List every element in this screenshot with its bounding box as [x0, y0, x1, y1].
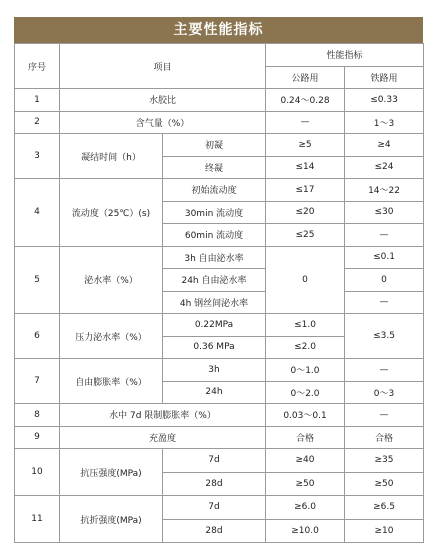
row-item: 抗压强度(MPa): [60, 449, 163, 496]
row-seq: 4: [15, 179, 60, 247]
row-seq: 5: [15, 246, 60, 314]
cell-highway: ≤17: [266, 179, 345, 202]
row-item: 自由膨胀率（%）: [60, 359, 163, 404]
table-row: [15, 496, 424, 520]
table-row: [15, 179, 424, 202]
row-subitem: 初凝: [163, 134, 266, 157]
performance-table-container: [14, 17, 423, 543]
row-subitem: 初始流动度: [163, 179, 266, 202]
cell-railway: ≥10: [345, 519, 424, 543]
table-row: [15, 359, 424, 382]
table-row: [15, 449, 424, 473]
cell-highway: ≥40: [266, 449, 345, 473]
cell-highway: ≤14: [266, 156, 345, 179]
cell-highway: ≥10.0: [266, 519, 345, 543]
cell-railway: ≤0.1: [345, 246, 424, 269]
table-row: [15, 404, 424, 427]
row-seq: 10: [15, 449, 60, 496]
cell-railway: —: [345, 291, 424, 314]
cell-highway: 合格: [266, 426, 345, 449]
cell-railway: ≥6.5: [345, 496, 424, 520]
row-item: 水胶比: [60, 89, 266, 112]
header-highway: 公路用: [266, 66, 345, 89]
row-item: 含气量（%）: [60, 111, 266, 134]
cell-highway: ≥6.0: [266, 496, 345, 520]
cell-highway: ≤20: [266, 201, 345, 224]
row-seq: 2: [15, 111, 60, 134]
table-row: [15, 134, 424, 157]
cell-highway: —: [266, 111, 345, 134]
cell-railway: —: [345, 359, 424, 382]
row-subitem: 4h 钢丝间泌水率: [163, 291, 266, 314]
row-seq: 1: [15, 89, 60, 112]
row-item: 压力泌水率（%）: [60, 314, 163, 359]
cell-highway: 0～2.0: [266, 381, 345, 404]
row-subitem: 28d: [163, 519, 266, 543]
cell-railway: ≤24: [345, 156, 424, 179]
row-item: 抗折强度(MPa): [60, 496, 163, 543]
row-subitem: 24h: [163, 381, 266, 404]
row-subitem: 3h 自由泌水率: [163, 246, 266, 269]
cell-railway: 0～3: [345, 381, 424, 404]
table-row: [15, 89, 424, 112]
table-row: [15, 111, 424, 134]
cell-railway: —: [345, 224, 424, 247]
performance-table: [14, 43, 424, 543]
cell-railway: —: [345, 404, 424, 427]
row-subitem: 7d: [163, 449, 266, 473]
cell-highway: 0: [266, 246, 345, 314]
row-subitem: 30min 流动度: [163, 201, 266, 224]
row-subitem: 7d: [163, 496, 266, 520]
cell-railway: 合格: [345, 426, 424, 449]
cell-railway: ≤0.33: [345, 89, 424, 112]
cell-highway: ≥50: [266, 472, 345, 496]
cell-railway: ≥4: [345, 134, 424, 157]
row-item: 流动度（25℃）(s): [60, 179, 163, 247]
row-seq: 3: [15, 134, 60, 179]
cell-railway: 14～22: [345, 179, 424, 202]
row-seq: 8: [15, 404, 60, 427]
cell-highway: ≤1.0: [266, 314, 345, 337]
header-seq: 序号: [15, 44, 60, 89]
cell-railway: ≥35: [345, 449, 424, 473]
row-seq: 6: [15, 314, 60, 359]
cell-highway: ≤25: [266, 224, 345, 247]
table-row: [15, 426, 424, 449]
header-item: 项目: [60, 44, 266, 89]
cell-highway: 0.03～0.1: [266, 404, 345, 427]
row-subitem: 28d: [163, 472, 266, 496]
row-subitem: 60min 流动度: [163, 224, 266, 247]
cell-railway: 1～3: [345, 111, 424, 134]
cell-railway: ≤30: [345, 201, 424, 224]
header-perf: 性能指标: [266, 44, 424, 67]
row-subitem: 3h: [163, 359, 266, 382]
table-row: [15, 314, 424, 337]
row-item: 泌水率（%）: [60, 246, 163, 314]
cell-highway: ≥5: [266, 134, 345, 157]
row-item: 水中 7d 限制膨胀率（%）: [60, 404, 266, 427]
cell-railway: ≥50: [345, 472, 424, 496]
row-subitem: 0.36 MPa: [163, 336, 266, 359]
row-seq: 11: [15, 496, 60, 543]
header-railway: 铁路用: [345, 66, 424, 89]
cell-railway: ≤3.5: [345, 314, 424, 359]
row-item: 充盈度: [60, 426, 266, 449]
cell-highway: 0～1.0: [266, 359, 345, 382]
row-subitem: 终凝: [163, 156, 266, 179]
row-item: 凝结时间（h）: [60, 134, 163, 179]
row-seq: 9: [15, 426, 60, 449]
row-subitem: 24h 自由泌水率: [163, 269, 266, 292]
row-seq: 7: [15, 359, 60, 404]
row-subitem: 0.22MPa: [163, 314, 266, 337]
table-row: [15, 246, 424, 269]
cell-railway: 0: [345, 269, 424, 292]
cell-highway: ≤2.0: [266, 336, 345, 359]
table-title: 主要性能指标: [14, 17, 423, 43]
header-row: [15, 44, 424, 67]
cell-highway: 0.24～0.28: [266, 89, 345, 112]
